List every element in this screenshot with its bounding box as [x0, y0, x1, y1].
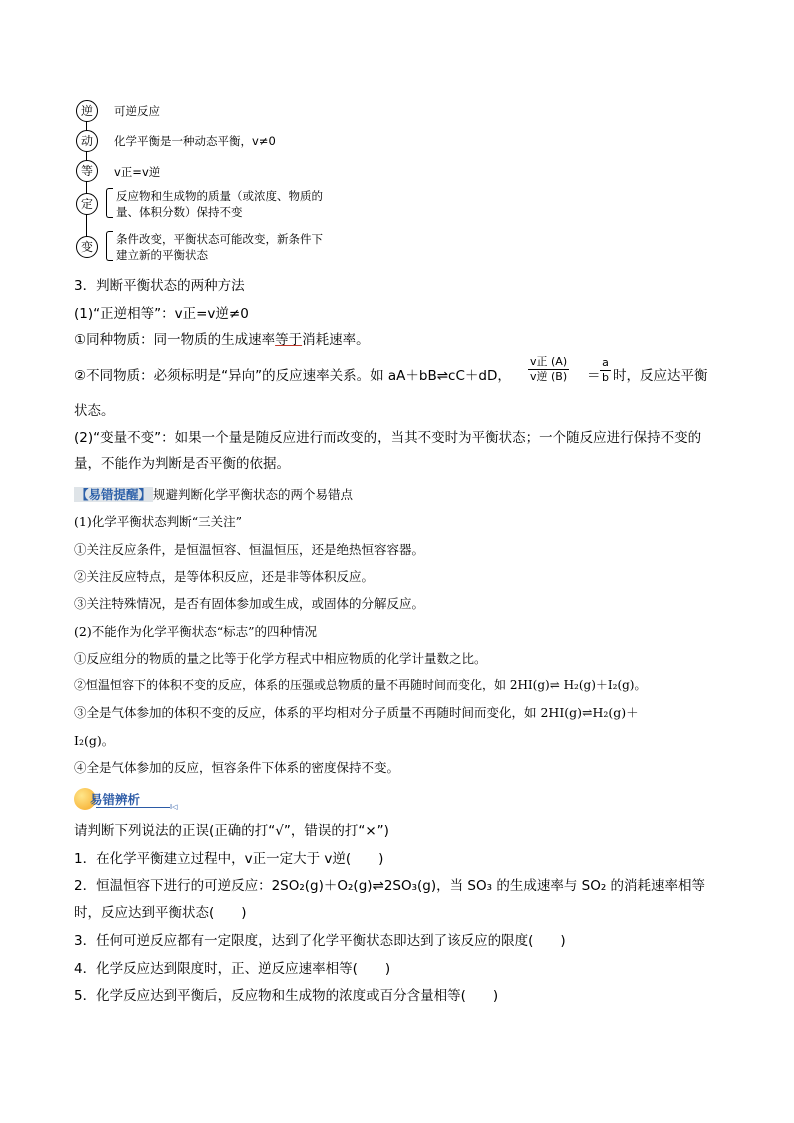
tip-title: 规避判断化学平衡状态的两个易错点 — [153, 487, 354, 502]
tip-line-2: ①关注反应条件，是恒温恒容、恒温恒压，还是绝热恒容容器。 — [74, 542, 425, 557]
rate-ratio-numerator: v正 (A) — [528, 355, 569, 370]
tip-line-7: ②恒温恒容下的体积不变的反应，体系的压强或总物质的量不再随时间而变化，如 2HI(g)⇌ H₂(g)＋I₂(g)。 — [74, 678, 647, 692]
same-substance-post: 消耗速率。 — [302, 332, 370, 348]
diff-substance-post: 时，反应达平衡 — [613, 368, 708, 384]
diagram-node-ni: 逆 — [76, 100, 98, 122]
tip-heading — [74, 485, 353, 503]
diagram-text-dong: 化学平衡是一种动态平衡，v≠0 — [114, 134, 276, 148]
diagram-brace-bian — [106, 231, 113, 261]
same-substance-pre: ①同种物质：同一物质的生成速率 — [74, 332, 276, 348]
diagram-node-deng: 等 — [76, 160, 98, 182]
tip-line-4: ③关注特殊情况，是否有固体参加或生成，或固体的分解反应。 — [74, 596, 425, 611]
diff-substance-text: ②不同物质：必须标明是“异向”的反应速率关系。如 aA＋bB⇌cC＋dD， — [74, 368, 511, 384]
quiz-intro: 请判断下列说法的正误(正确的打“√”，错误的打“×”) — [74, 823, 389, 839]
quiz-item-5: 5．化学反应达到平衡后，反应物和生成物的浓度或百分含量相等( ) — [74, 988, 499, 1004]
rule-2-text: (2)“变量不变”：如果一个量是随反应进行而改变的，当其不变时为平衡状态；一个随反应进行保持不变的 — [74, 430, 702, 446]
error-analysis-banner — [74, 788, 178, 811]
quiz-item-3: 3．任何可逆反应都有一定限度，达到了化学平衡状态即达到了该反应的限度( ) — [74, 933, 566, 949]
diagram-text-deng: v正=v逆 — [114, 165, 161, 179]
banner-label: 易错辨析 — [90, 792, 141, 807]
tip-line-6: ①反应组分的物质的量之比等于化学方程式中相应物质的化学计量数之比。 — [74, 651, 487, 666]
coefficient-numerator: a — [600, 356, 611, 371]
diagram-node-ding: 定 — [76, 193, 98, 215]
quiz-item-2-cont: 时，反应达到平衡状态( ) — [74, 905, 247, 921]
same-substance-mark: 等于 — [275, 332, 303, 348]
diagram-brace-ding — [106, 188, 113, 218]
section-3-title: 3．判断平衡状态的两种方法 — [74, 278, 245, 294]
tip-line-3: ②关注反应特点，是等体积反应，还是非等体积反应。 — [74, 569, 375, 584]
diagram-node-dong: 动 — [76, 130, 98, 152]
diagram-text-ding-1: 反应物和生成物的质量（或浓度、物质的 — [116, 189, 323, 203]
quiz-item-2: 2．恒温恒容下进行的可逆反应：2SO₂(g)＋O₂(g)⇌2SO₃(g)，当 SO₃ 的生成速率与 SO₂ 的消耗速率相等 — [74, 878, 706, 894]
coefficient-fraction — [600, 356, 611, 385]
diagram-text-bian-2: 建立新的平衡状态 — [116, 248, 208, 262]
banner-underline — [96, 807, 170, 808]
tip-tag: 【易错提醒】 — [76, 487, 152, 502]
diagram-text-ni: 可逆反应 — [114, 104, 160, 118]
rate-ratio-fraction — [528, 355, 569, 384]
tip-line-9: ④全是气体参加的反应，恒容条件下体系的密度保持不变。 — [74, 760, 400, 775]
tip-line-5: (2)不能作为化学平衡状态“标志”的四种情况 — [74, 624, 317, 639]
equals-sign: ＝ — [587, 368, 601, 384]
rate-ratio-denominator: v逆 (B) — [530, 370, 568, 383]
tip-line-8: ③全是气体参加的体积不变的反应，体系的平均相对分子质量不再随时间而变化，如 2HI(g)⇌H₂(g)＋ — [74, 705, 639, 720]
tip-line-1: (1)化学平衡状态判断“三关注” — [74, 514, 242, 529]
same-substance-text — [74, 331, 370, 349]
tip-line-8-cont: I₂(g)。 — [74, 733, 115, 748]
diagram-text-ding-2: 量、体积分数）保持不变 — [116, 205, 243, 219]
rule-2-cont: 量，不能作为判断是否平衡的依据。 — [74, 456, 290, 472]
rule-1-heading: (1)“正逆相等”：v正=v逆≠0 — [74, 306, 249, 322]
diagram-text-bian-1: 条件改变，平衡状态可能改变，新条件下 — [116, 232, 323, 246]
diff-substance-cont: 状态。 — [74, 403, 115, 419]
coefficient-denominator: b — [602, 371, 609, 384]
quiz-item-4: 4．化学反应达到限度时，正、逆反应速率相等( ) — [74, 961, 391, 977]
banner-mark: I◁ — [170, 803, 178, 811]
quiz-item-1: 1．在化学平衡建立过程中，v正一定大于 v逆( ) — [74, 851, 384, 867]
diagram-node-bian: 变 — [76, 236, 98, 258]
